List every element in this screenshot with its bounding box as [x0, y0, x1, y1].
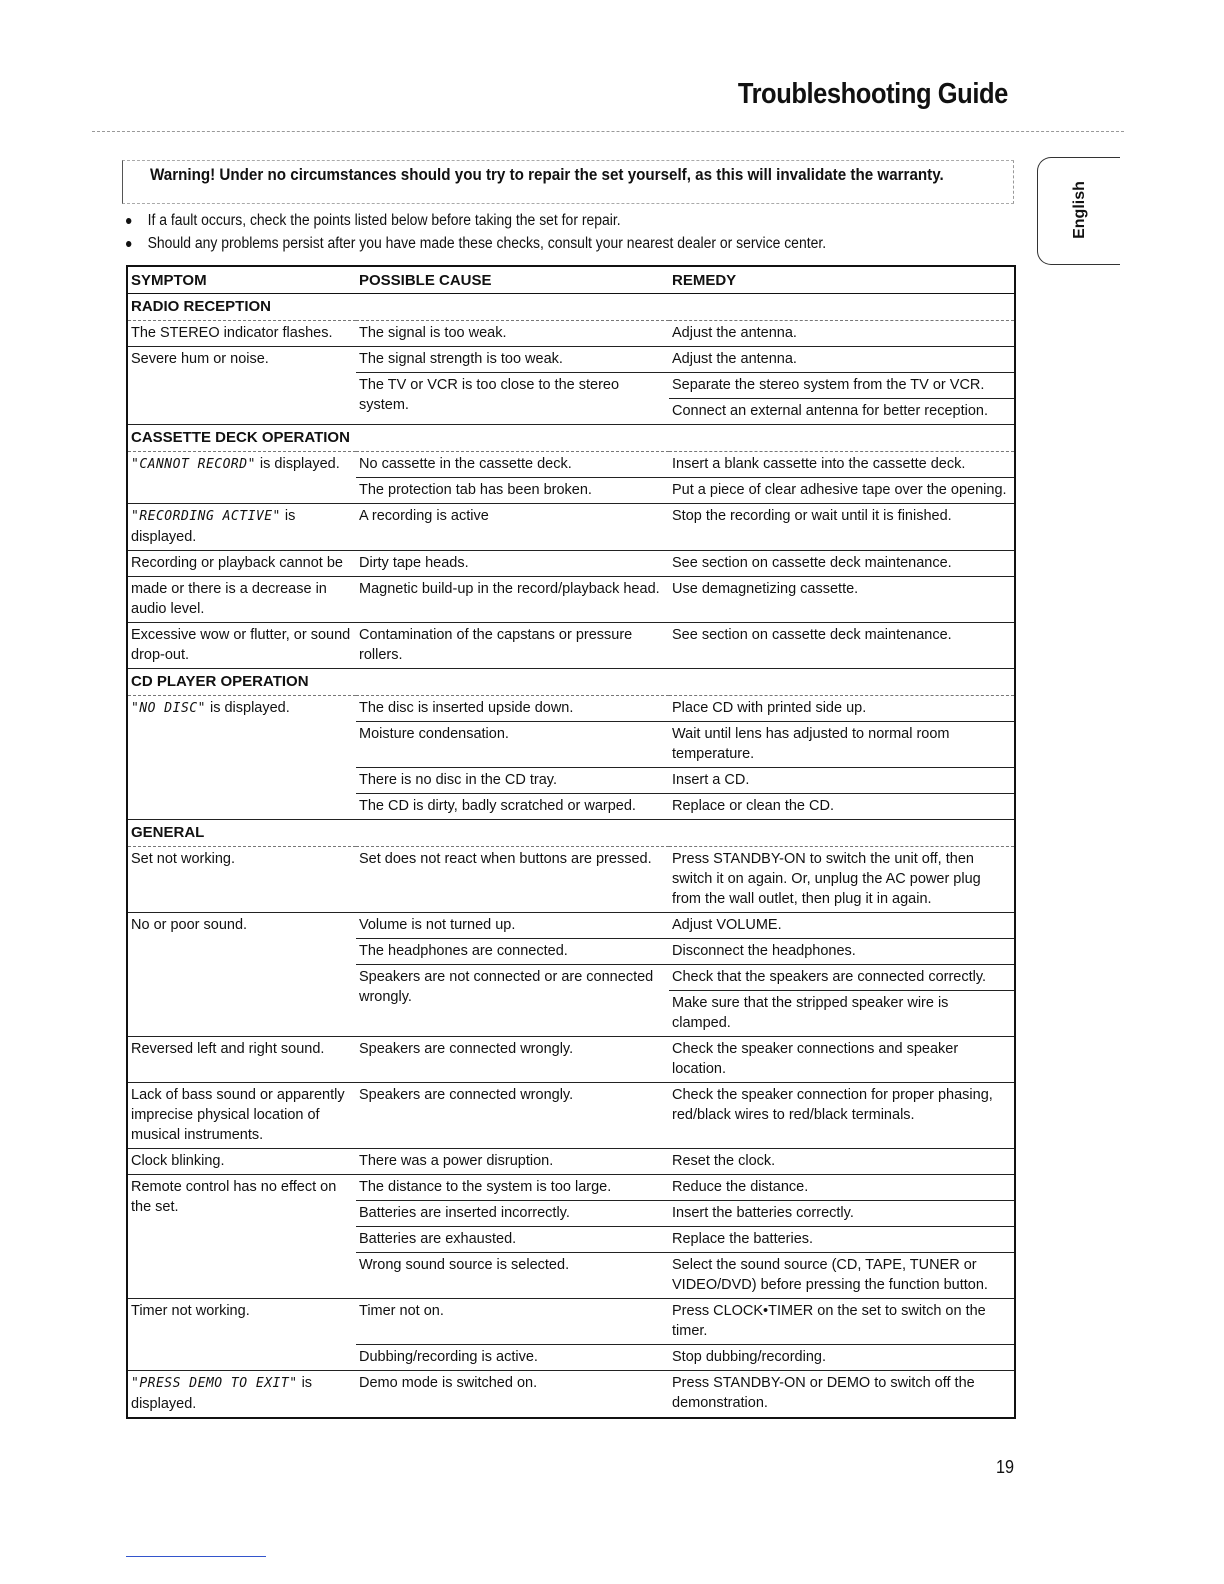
remedy-cell: Press STANDBY-ON or DEMO to switch off the demonstration. [672, 1375, 975, 1411]
remedy-cell: Place CD with printed side up. [669, 696, 1015, 722]
table-row [127, 913, 1015, 939]
remedy-cell: Disconnect the headphones. [669, 939, 1015, 965]
cause-cell: There is no disc in the CD tray. [356, 768, 669, 794]
section-row [127, 425, 1015, 452]
symptom-cell: Set not working. [127, 847, 356, 913]
table-row [127, 347, 1015, 373]
section-row [127, 669, 1015, 696]
symptom-cell: The STEREO indicator flashes. [127, 321, 356, 347]
symptom-cell: made or there is a decrease in audio level. [127, 577, 356, 623]
remedy-cell: Insert the batteries correctly. [669, 1201, 1015, 1227]
cause-cell: Set does not react when buttons are pressed. [356, 847, 669, 913]
symptom-cell [127, 1371, 356, 1419]
cause-cell: The signal is too weak. [356, 321, 669, 347]
cause-cell: Dirty tape heads. [356, 551, 669, 577]
remedy-cell: Adjust VOLUME. [669, 913, 1015, 939]
cause-cell: No cassette in the cassette deck. [356, 452, 669, 478]
cause-cell: The headphones are connected. [356, 939, 669, 965]
symptom-text: is displayed. [255, 456, 340, 472]
section-row [127, 294, 1015, 321]
cause-cell: The distance to the system is too large. [356, 1175, 669, 1201]
intro-bullet-2: Should any problems persist after you have made these checks, consult your nearest dealer or service center. [126, 232, 826, 255]
cause-cell: Dubbing/recording is active. [356, 1345, 669, 1371]
remedy-cell: Replace or clean the CD. [669, 794, 1015, 820]
remedy-cell: Press CLOCK•TIMER on the set to switch on the timer. [669, 1299, 1015, 1345]
table-row [127, 847, 1015, 913]
table-row [127, 1149, 1015, 1175]
intro-bullet-list [126, 209, 904, 255]
cause-cell: Moisture condensation. [356, 722, 669, 768]
symptom-text: is displayed. [131, 508, 296, 545]
remedy-cell: Wait until lens has adjusted to normal room temperature. [669, 722, 1015, 768]
cause-cell: The TV or VCR is too close to the stereo system. [356, 373, 669, 425]
symptom-cell [127, 504, 356, 551]
symptom-cell: Recording or playback cannot be [127, 551, 356, 577]
cause-cell: Speakers are connected wrongly. [356, 1083, 669, 1149]
symptom-cell [127, 452, 356, 504]
table-header-row [127, 266, 1015, 294]
troubleshooting-table [126, 265, 1016, 1419]
cause-cell: Speakers are not connected or are connected wrongly. [356, 965, 669, 1037]
remedy-cell: Check that the speakers are connected correctly. [669, 965, 1015, 991]
language-tab-label: English [1071, 181, 1088, 239]
symptom-cell [127, 696, 356, 820]
footer-rule [126, 1556, 266, 1557]
symptom-cell: Remote control has no effect on the set. [127, 1175, 356, 1299]
symptom-cell: Reversed left and right sound. [127, 1037, 356, 1083]
remedy-cell: Connect an external antenna for better reception. [669, 399, 1015, 425]
cause-cell: Batteries are inserted incorrectly. [356, 1201, 669, 1227]
section-cassette-deck-operation: CASSETTE DECK OPERATION [127, 425, 1015, 452]
section-row [127, 820, 1015, 847]
title-divider [92, 131, 1124, 132]
remedy-cell: See section on cassette deck maintenance. [669, 551, 1015, 577]
remedy-cell: Select the sound source (CD, TAPE, TUNER or VIDEO/DVD) before pressing the function button. [669, 1253, 1015, 1299]
cause-cell: Contamination of the capstans or pressure rollers. [356, 623, 669, 669]
remedy-cell: Insert a blank cassette into the cassette deck. [669, 452, 1015, 478]
page-title: Troubleshooting Guide [737, 78, 1008, 110]
table-row [127, 577, 1015, 623]
table-row [127, 551, 1015, 577]
table-row [127, 696, 1015, 722]
lcd-message: "RECORDING ACTIVE" [131, 509, 281, 524]
symptom-cell: Lack of bass sound or apparently imprecise physical location of musical instruments. [127, 1083, 356, 1149]
warning-text: Warning! Under no circumstances should you try to repair the set yourself, as this will invalidate the warranty. [150, 166, 944, 184]
symptom-cell: Clock blinking. [127, 1149, 356, 1175]
table-row [127, 321, 1015, 347]
lcd-message: "PRESS DEMO TO EXIT" [131, 1376, 298, 1391]
section-radio-reception: RADIO RECEPTION [127, 294, 1015, 321]
page-number: 19 [996, 1457, 1015, 1477]
table-row [127, 623, 1015, 669]
remedy-cell: Insert a CD. [669, 768, 1015, 794]
symptom-cell: Severe hum or noise. [127, 347, 356, 425]
remedy-cell: Adjust the antenna. [669, 321, 1015, 347]
remedy-cell: Put a piece of clear adhesive tape over the opening. [669, 478, 1015, 504]
table-row [127, 452, 1015, 478]
section-cd-player-operation: CD PLAYER OPERATION [127, 669, 1015, 696]
cause-cell: Wrong sound source is selected. [356, 1253, 669, 1299]
symptom-cell: Timer not working. [127, 1299, 356, 1371]
table-row [127, 1175, 1015, 1201]
lcd-message: "CANNOT RECORD" [131, 457, 256, 472]
remedy-cell: Make sure that the stripped speaker wire is clamped. [669, 991, 1015, 1037]
cause-cell: A recording is active [356, 504, 669, 551]
cause-cell: The protection tab has been broken. [356, 478, 669, 504]
section-general: GENERAL [127, 820, 1015, 847]
cause-cell: Speakers are connected wrongly. [356, 1037, 669, 1083]
symptom-cell: Excessive wow or flutter, or sound drop-out. [127, 623, 356, 669]
remedy-cell: Replace the batteries. [669, 1227, 1015, 1253]
cause-cell: Demo mode is switched on. [359, 1375, 538, 1391]
symptom-cell: No or poor sound. [127, 913, 356, 1037]
header-remedy: REMEDY [669, 266, 1015, 294]
remedy-cell: Use demagnetizing cassette. [669, 577, 1015, 623]
lcd-message: "NO DISC" [131, 701, 206, 716]
remedy-cell: Check the speaker connection for proper phasing, red/black wires to red/black terminals. [669, 1083, 1015, 1149]
header-possible-cause: POSSIBLE CAUSE [356, 266, 669, 294]
remedy-cell: Separate the stereo system from the TV or VCR. [669, 373, 1015, 399]
remedy-cell: Reset the clock. [669, 1149, 1015, 1175]
cause-cell: Magnetic build-up in the record/playback head. [356, 577, 669, 623]
cause-cell: The signal strength is too weak. [356, 347, 669, 373]
symptom-text: is displayed. [205, 700, 290, 716]
remedy-cell: Press STANDBY-ON to switch the unit off, then switch it on again. Or, unplug the AC power plug from the wall outlet, then plug it in again. [669, 847, 1015, 913]
remedy-cell: Stop dubbing/recording. [669, 1345, 1015, 1371]
cause-cell: Volume is not turned up. [356, 913, 669, 939]
cause-cell: Batteries are exhausted. [356, 1227, 669, 1253]
table-row [127, 1037, 1015, 1083]
symptom-text: is displayed. [131, 1375, 313, 1412]
remedy-cell: Stop the recording or wait until it is finished. [669, 504, 1015, 551]
remedy-cell: See section on cassette deck maintenance. [669, 623, 1015, 669]
header-symptom: SYMPTOM [127, 266, 356, 294]
table-row [127, 504, 1015, 551]
cause-cell: There was a power disruption. [356, 1149, 669, 1175]
intro-bullet-1: If a fault occurs, check the points listed below before taking the set for repair. [126, 209, 826, 232]
table-row [127, 1083, 1015, 1149]
remedy-cell: Adjust the antenna. [669, 347, 1015, 373]
remedy-cell: Reduce the distance. [669, 1175, 1015, 1201]
table-row [127, 1371, 1015, 1419]
table-row [127, 1299, 1015, 1345]
cause-cell: Timer not on. [356, 1299, 669, 1345]
remedy-cell: Check the speaker connections and speaker location. [669, 1037, 1015, 1083]
cause-cell: The CD is dirty, badly scratched or warped. [356, 794, 669, 820]
cause-cell: The disc is inserted upside down. [356, 696, 669, 722]
